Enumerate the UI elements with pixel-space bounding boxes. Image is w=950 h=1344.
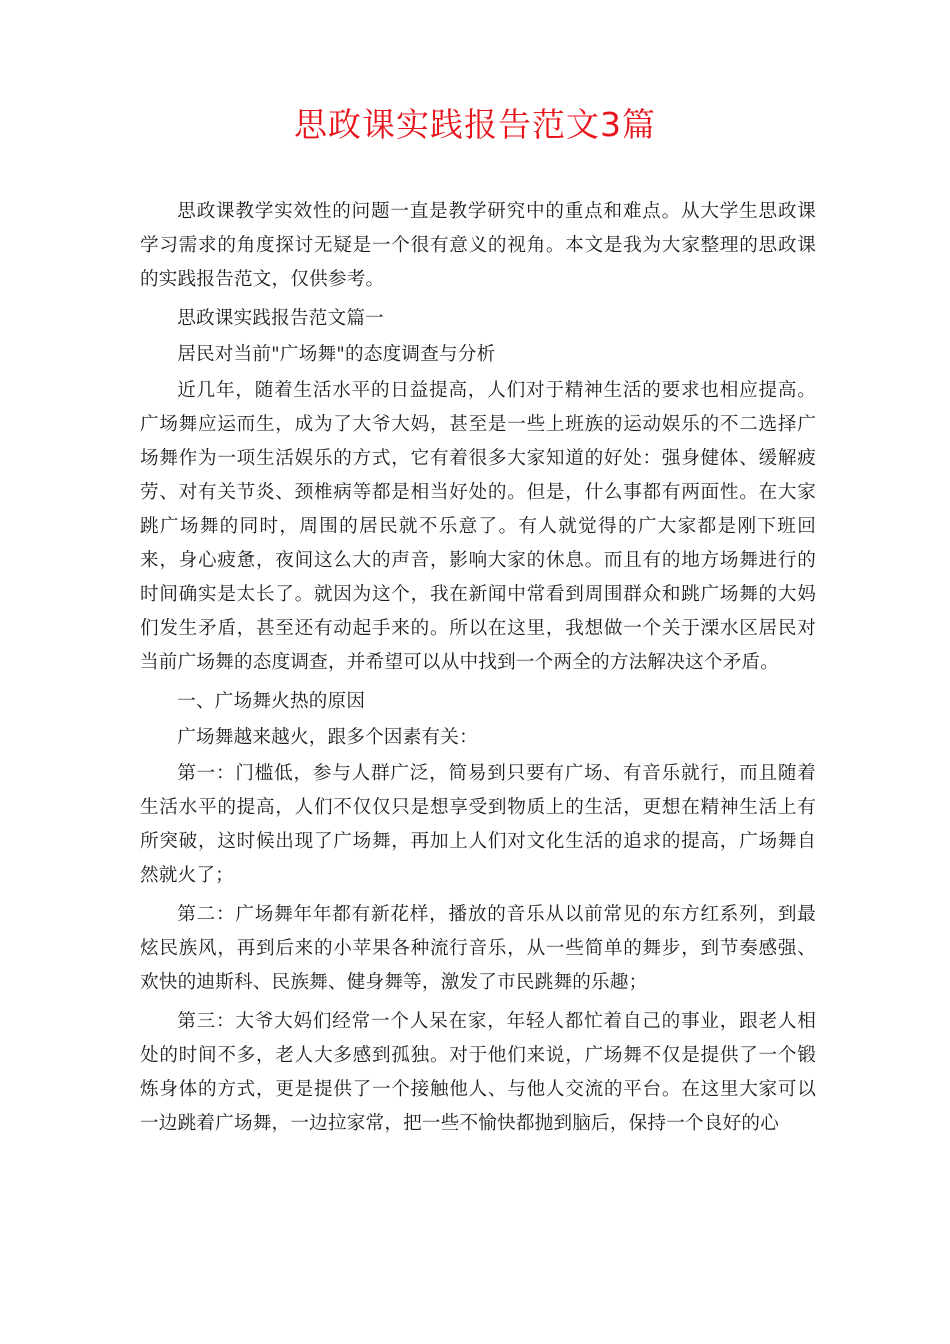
intro-paragraph: 思政课教学实效性的问题一直是教学研究中的重点和难点。从大学生思政课学习需求的角度探讨无疑是一个很有意义的视角。本文是我为大家整理的思政课的实践报告范文，仅供参考。: [140, 201, 816, 290]
body-paragraph: 第三：大爷大妈们经常一个人呆在家，年轻人都忙着自己的事业，跟老人相处的时间不多，老人大多感到孤独。对于他们来说，广场舞不仅是提供了一个锻炼身体的方式，更是提供了一个接触他人、与他人交流的平台。在这里大家可以一边跳着广场舞，一边拉家常，把一些不愉快都抛到脑后，保持一个良好的心: [140, 1011, 816, 1134]
section-heading: 思政课实践报告范文篇一: [177, 308, 384, 329]
body-paragraph: 近几年，随着生活水平的日益提高，人们对于精神生活的要求也相应提高。广场舞应运而生，成为了大爷大妈，甚至是一些上班族的运动娱乐的不二选择广场舞作为一项生活娱乐的方式，它有着很多大家知道的好处：强身健体、缓解疲劳、对有关节炎、颈椎病等都是相当好处的。但是，什么事都有两面性。在大家跳广场舞的同时，周围的居民就不乐意了。有人就觉得的广大家都是刚下班回来，身心疲惫，夜间这么大的声音，影响大家的休息。而且有的地方场舞进行的时间确实是太长了。就因为这个，我在新闻中常看到周围群众和跳广场舞的大妈们发生矛盾，甚至还有动起手来的。所以在这里，我想做一个关于溧水区居民对当前广场舞的态度调查，并希望可以从中找到一个两全的方法解决这个矛盾。: [140, 380, 816, 673]
document-title: 思政课实践报告范文3篇: [294, 105, 656, 144]
body-paragraph: 第一：门槛低，参与人群广泛，简易到只要有广场、有音乐就行，而且随着生活水平的提高，人们不仅仅只是想享受到物质上的生活，更想在精神生活上有所突破，这时候出现了广场舞，再加上人们对文化生活的追求的提高，广场舞自然就火了；: [140, 763, 816, 886]
report-subtitle: 居民对当前"广场舞"的态度调查与分析: [177, 344, 496, 365]
subsection-heading: 一、广场舞火热的原因: [177, 691, 366, 712]
body-paragraph: 广场舞越来越火，跟多个因素有关：: [177, 727, 478, 748]
document-body: [140, 195, 816, 1146]
body-paragraph: 第二：广场舞年年都有新花样，播放的音乐从以前常见的东方红系列，到最炫民族风，再到后来的小苹果各种流行音乐，从一些简单的舞步，到节奏感强、欢快的迪斯科、民族舞、健身舞等，激发了市民跳舞的乐趣；: [140, 904, 816, 993]
